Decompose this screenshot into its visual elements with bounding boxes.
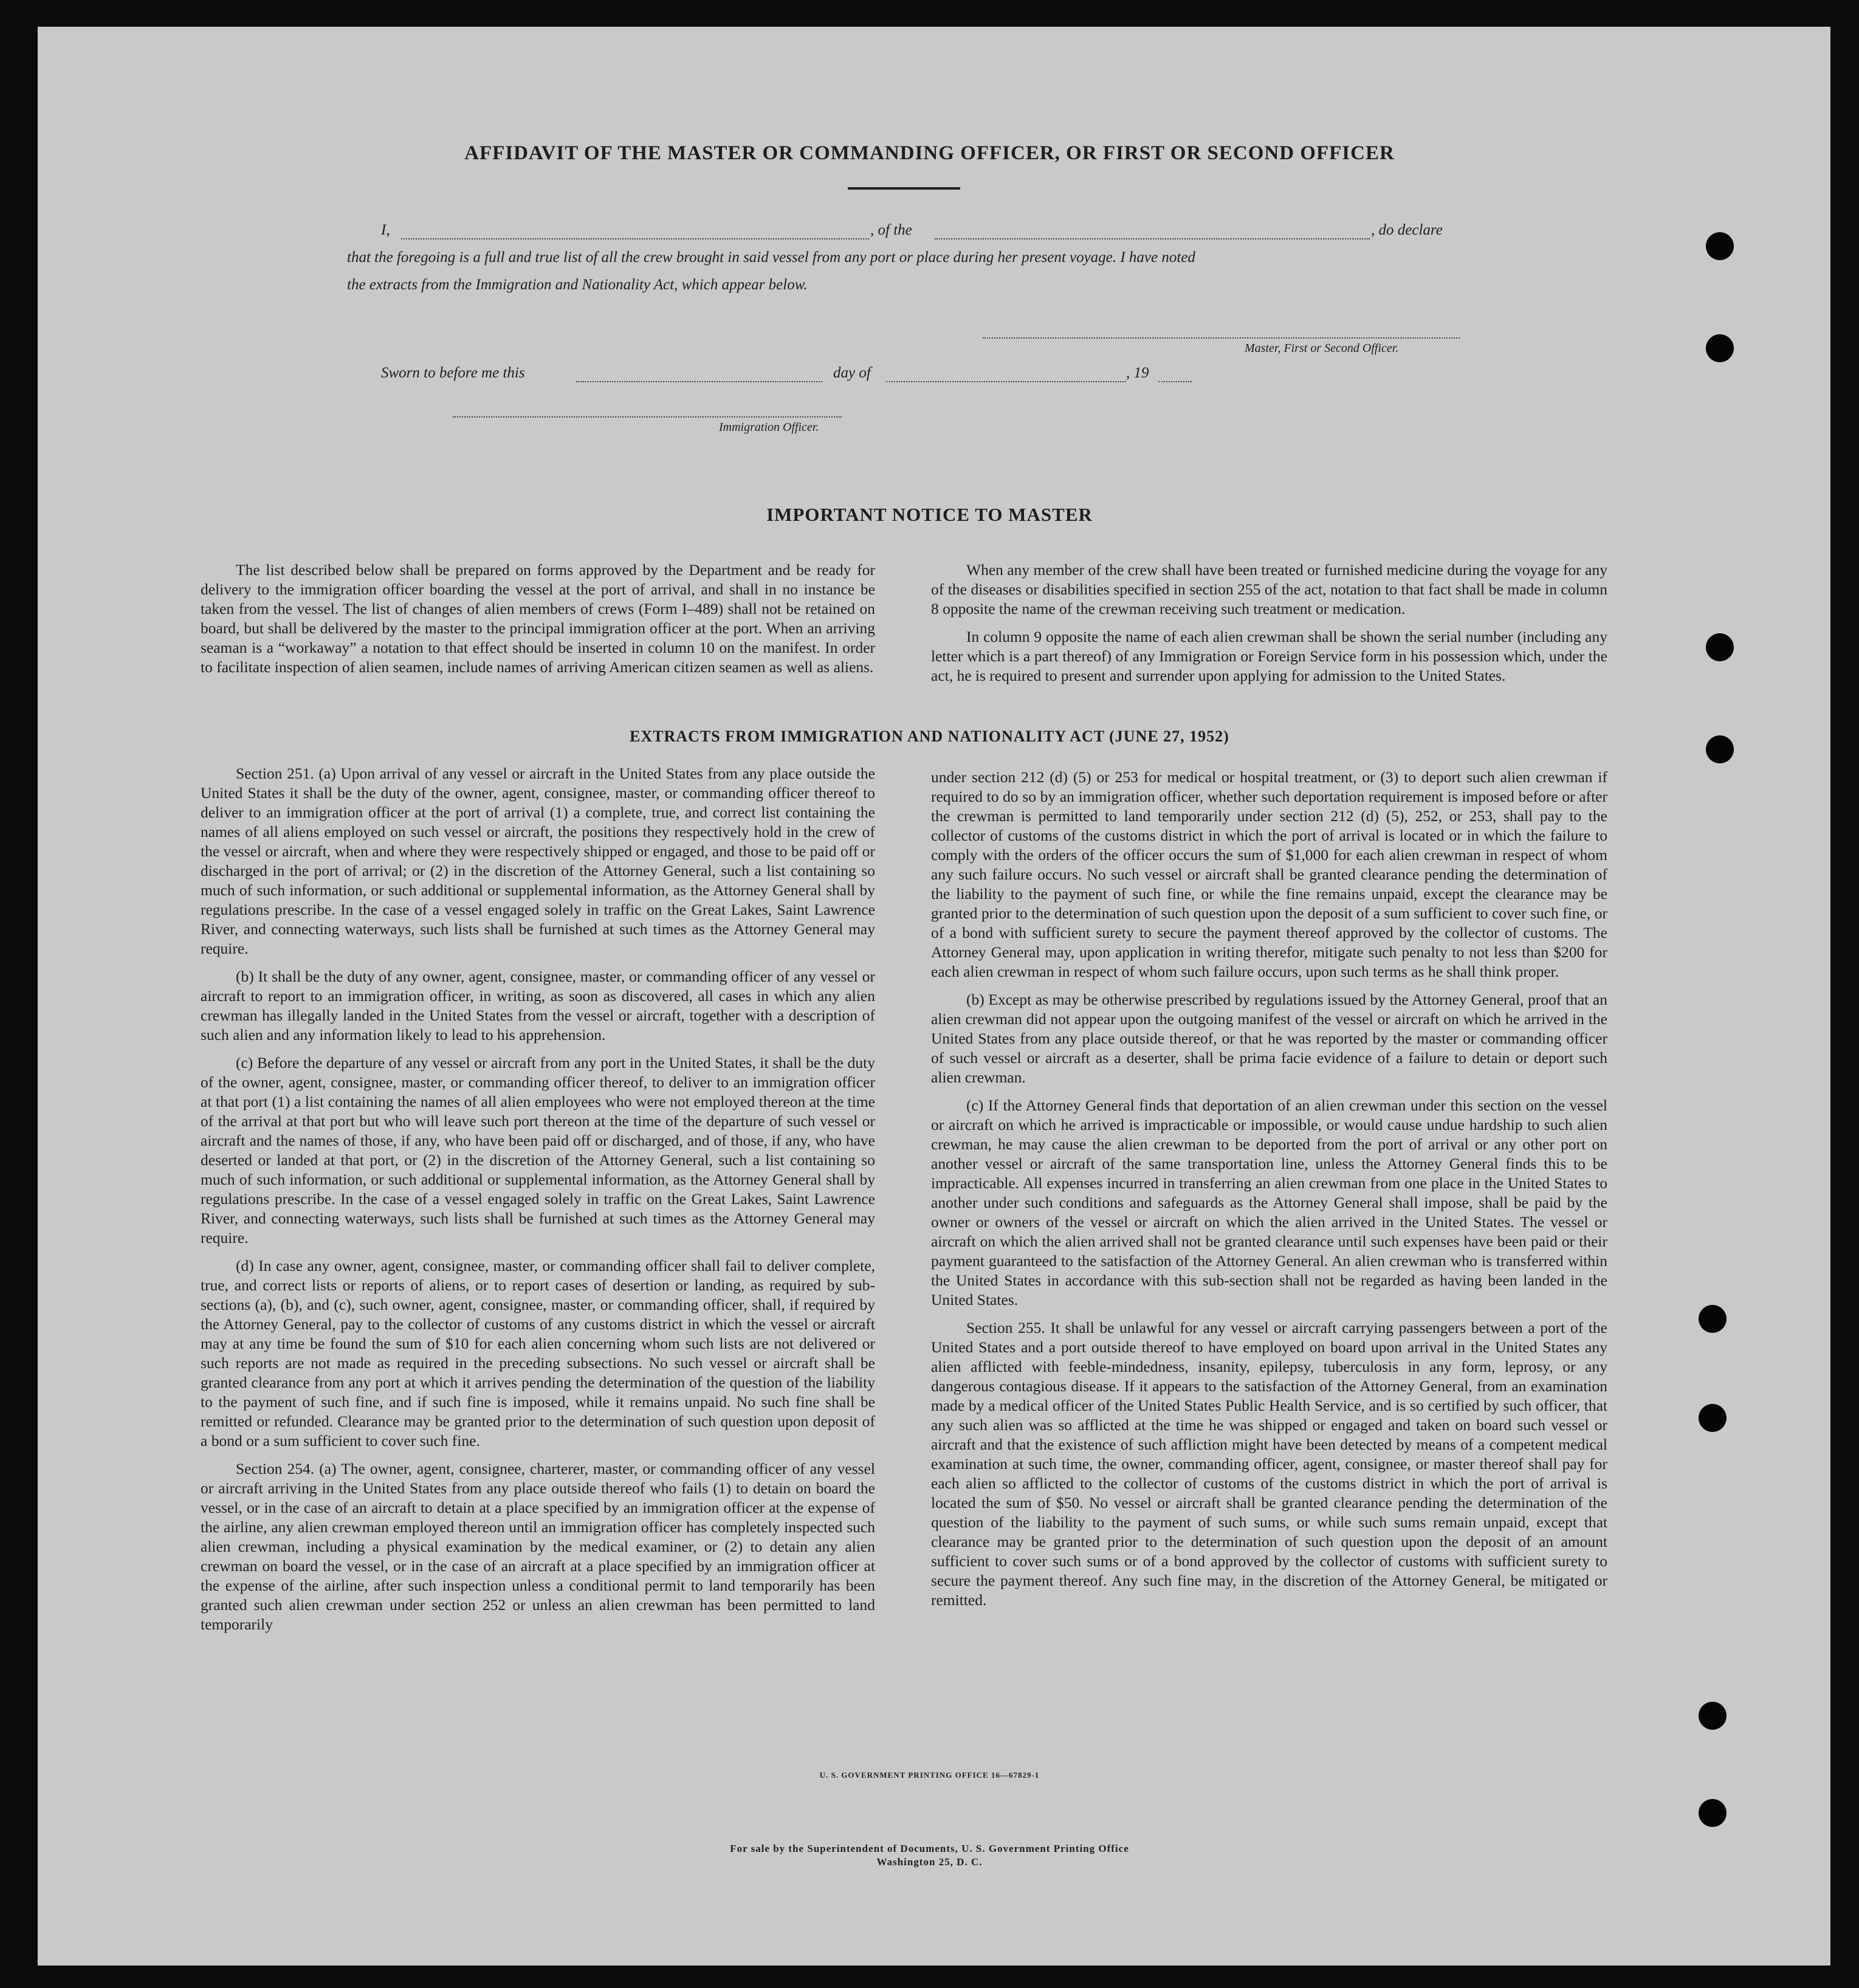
name-line[interactable]	[401, 238, 869, 239]
punch-hole	[1699, 1799, 1727, 1827]
extracts-left-column	[201, 764, 875, 1643]
notice-left-paragraph: The list described below shall be prepared on forms approved by the Department and be ready for delivery to the immigration officer boarding the vessel at the port of arrival, and shall in no instance be taken from the vessel. The list of changes of alien members of crews (Form I–489) shall not be retained on board, but shall be delivered by the master to the principal immigration officer at the port. When an arriving seaman is a “workaway” a notation to that effect should be inserted in column 10 on the manifest. In order to facilitate inspection of alien seamen, include names of arriving American citizen seamen as well as aliens.	[201, 561, 875, 676]
sworn-year-line[interactable]	[1158, 381, 1192, 382]
title-rule	[848, 187, 960, 190]
affidavit-do-declare: , do declare	[1371, 222, 1443, 238]
affidavit-statement-line2: the extracts from the Immigration and Nationality Act, which appear below.	[347, 277, 808, 293]
notice-title: IMPORTANT NOTICE TO MASTER	[766, 504, 1093, 525]
extracts-right-column	[931, 768, 1607, 1618]
extract-paragraph: (b) It shall be the duty of any owner, agent, consignee, master, or commanding officer of any vessel or aircraft to report to an immigration officer, in writing, as soon as discovered, all cases in which any alien crewman has illegally landed in the United States from the vessel or aircraft, together with a description of such alien and any information likely to lead to his apprehension.	[201, 968, 875, 1044]
officer-caption: Immigration Officer.	[719, 421, 819, 434]
sworn-label: Sworn to before me this	[381, 365, 525, 381]
extracts-title: EXTRACTS FROM IMMIGRATION AND NATIONALITY ACT (JUNE 27, 1952)	[630, 727, 1229, 745]
affidavit-statement-line1: that the foregoing is a full and true list of all the crew brought in said vessel from any port or place during her present voyage. I have noted	[347, 249, 1195, 266]
extract-paragraph: (c) If the Attorney General finds that deportation of an alien crewman under this section on the vessel or aircraft on which he arrived is impracticable or impossible, or would cause undue hardship to such alien crewman, he may cause the alien crewman to be deported from the port of arrival or any other port on another vessel or aircraft of the same transportation line, unless the Attorney General finds this to be impracticable. All expenses incurred in transferring an alien crewman from one place in the United States to another under such conditions and safeguards as the Attorney General shall impose, shall be paid by the owner or owners of the vessel or aircraft on which the alien arrived in the United States. The vessel or aircraft on which the alien arrived shall not be granted clearance until such expenses have been paid or their payment guaranteed to the satisfaction of the Attorney General. An alien crewman who is transferred within the United States in accordance with this sub-section shall not be regarded as having been landed in the United States.	[931, 1096, 1607, 1309]
master-signature-line[interactable]	[983, 337, 1460, 339]
extract-paragraph: (d) In case any owner, agent, consignee, master, or commanding officer shall fail to deliver complete, true, and correct lists or reports of aliens, or to report cases of desertion or landing, as required by sub-sections (a), (b), and (c), such owner, agent, consignee, master, or commanding officer, shall, if required by the Attorney General, pay to the collector of customs of any customs district in which the vessel or aircraft may at any time be found the sum of $10 for each alien concerning whom such lists are not delivered or such reports are not made as required in the preceding subsections. No such vessel or aircraft shall be granted clearance from any port at which it arrives pending the determination of the question of the liability to the payment of such fine, and if such fine is imposed, while it remains unpaid. No such fine shall be remitted or refunded. Clearance may be granted prior to the determination of such question upon deposit of a bond or a sum sufficient to cover such fine.	[201, 1257, 875, 1450]
year-label: , 19	[1126, 365, 1149, 381]
master-caption: Master, First or Second Officer.	[1245, 342, 1399, 355]
affidavit-of-the: , of the	[870, 222, 912, 238]
vessel-line[interactable]	[935, 238, 1370, 239]
day-of-label: day of	[833, 365, 871, 381]
extract-paragraph: Section 255. It shall be unlawful for any vessel or aircraft carrying passengers between a port of the United States and a port outside thereof to have employed on board upon arrival in the United States any alien afflicted with feeble-mindedness, insanity, epilepsy, tuberculosis in any form, leprosy, or any dangerous contagious disease. If it appears to the satisfaction of the Attorney General, from an examination made by a medical officer of the United States Public Health Service, and is so certified by such officer, that any such alien was so afflicted at the time he was shipped or engaged and taken on board such vessel or aircraft and that the existence of such affliction might have been detected by means of a competent medical examination at such time, the owner, commanding officer, agent, consignee, or master thereof shall pay for each alien so afflicted to the collector of customs of the customs district in which the port of arrival is located the sum of $50. No vessel or aircraft shall be granted clearance pending the determination of the question of the liability to the payment of such sums, or while such sums remain unpaid, except that clearance may be granted prior to the determination of such question upon the deposit of an amount sufficient to cover such sums or of a bond approved by the collector of customs with sufficient surety to secure the payment thereof. Any such fine may, in the discretion of the Attorney General, be mitigated or remitted.	[931, 1319, 1607, 1609]
extract-paragraph: (c) Before the departure of any vessel or aircraft from any port in the United States, it shall be the duty of the owner, agent, consignee, master, or commanding officer thereof, to deliver to an immigration officer at that port (1) a list containing the names of all alien employees who were not employed thereon at the time of the arrival at that port but who will leave such port thereon at the time of the departure of such vessel or aircraft and the names of those, if any, who have been paid off or discharged, and of those, if any, who have deserted or landed at that port, or (2) in the discretion of the Attorney General, such a list containing so much of such information, or such additional or supplemental information, as the Attorney General shall by regulations prescribe. In the case of a vessel engaged solely in traffic on the Great Lakes, Saint Lawrence River, and connecting waterways, such lists shall be furnished at such times as the Attorney General may require.	[201, 1054, 875, 1247]
punch-hole	[1699, 1404, 1727, 1432]
extract-paragraph: (b) Except as may be otherwise prescribed by regulations issued by the Attorney General, proof that an alien crewman did not appear upon the outgoing manifest of the vessel or aircraft on which he arrived in the United States from any place outside thereof, or that he was reported by the master or commanding officer of such vessel or aircraft as a deserter, shall be prima facie evidence of a failure to detain or deport such alien crewman.	[931, 991, 1607, 1086]
sale-notice-line2: Washington 25, D. C.	[876, 1856, 983, 1868]
punch-hole	[1699, 1702, 1727, 1730]
printer-mark: U. S. GOVERNMENT PRINTING OFFICE 16—67829-1	[819, 1770, 1040, 1780]
affidavit-title: AFFIDAVIT OF THE MASTER OR COMMANDING OFFICER, OR FIRST OR SECOND OFFICER	[464, 142, 1395, 164]
extract-paragraph: under section 212 (d) (5) or 253 for medical or hospital treatment, or (3) to deport such alien crewman if required to do so by an immigration officer, whether such deportation requirement is imposed before or after the crewman is permitted to land temporarily under section 212 (d) (5), 252, or 253, shall pay to the collector of customs of the customs district in which the port of arrival is located or in which the failure to comply with the orders of the officer occurs the sum of $1,000 for each alien crewman in respect of whom any such failure occurs. No such vessel or aircraft shall be granted clearance pending the determination of the liability to the payment of such fine, or while the fine remains unpaid, except the clearance may be granted prior to the determination of such question upon the deposit of a sum sufficient to cover such fine, or of a bond with sufficient surety to secure the payment thereof approved by the collector of customs. The Attorney General may, upon application in writing therefor, mitigate such penalty to not less than $200 for each alien crewman in respect of whom such failure occurs, upon such terms as he shall think proper.	[931, 768, 1607, 980]
extract-paragraph: Section 251. (a) Upon arrival of any vessel or aircraft in the United States from any place outside the United States it shall be the duty of the owner, agent, consignee, master, or commanding officer thereof to deliver to an immigration officer at the port of arrival (1) a complete, true, and correct list containing the names of all aliens employed on such vessel or aircraft, the positions they respectively hold in the crew of the vessel or aircraft, when and where they were respectively shipped or engaged, and those to be paid off or discharged in the port of arrival; or (2) in the discretion of the Attorney General, such a list containing so much of such information, or such additional or supplemental information, as the Attorney General shall by regulations prescribe. In the case of a vessel engaged solely in traffic on the Great Lakes, Saint Lawrence River, and connecting waterways, such lists shall be furnished at such times as the Attorney General may require.	[201, 765, 875, 957]
notice-right-column	[931, 560, 1607, 694]
punch-hole	[1706, 633, 1734, 661]
notice-right-paragraph: When any member of the crew shall have been treated or furnished medicine during the voyage for any of the diseases or disabilities specified in section 255 of the act, notation to that fact shall be made in column 8 opposite the name of the crewman receiving such treatment or medication.	[931, 561, 1607, 617]
affidavit-i: I,	[381, 222, 390, 238]
officer-signature-line[interactable]	[453, 416, 842, 418]
punch-hole	[1699, 1305, 1727, 1333]
sale-notice-line1: For sale by the Superintendent of Documents, U. S. Government Printing Office	[730, 1843, 1129, 1854]
notice-left-column	[201, 560, 875, 686]
extract-paragraph: Section 254. (a) The owner, agent, consignee, charterer, master, or commanding officer of any vessel or aircraft arriving in the United States from any place outside thereof who fails (1) to detain on board the vessel, or in the case of an aircraft to detain at a place specified by an immigration officer at the expense of the airline, any alien crewman employed thereon until an immigration officer has completely inspected such alien crewman, including a physical examination by the medical examiner, or (2) to detain any alien crewman on board the vessel, or in the case of an aircraft at a place specified by an immigration officer at the expense of the airline, after such inspection unless a conditional permit to land temporarily has been granted such alien crewman under section 252 or unless an alien crewman has been permitted to land temporarily	[201, 1460, 875, 1633]
notice-right-paragraph: In column 9 opposite the name of each alien crewman shall be shown the serial number (including any letter which is a part thereof) of any Immigration or Foreign Service form in his possession which, under the act, he is required to present and surrender upon applying for admission to the United States.	[931, 628, 1607, 684]
sworn-month-line[interactable]	[886, 381, 1126, 382]
punch-hole	[1706, 232, 1734, 260]
sworn-day-line[interactable]	[576, 381, 822, 382]
punch-hole	[1706, 334, 1734, 362]
